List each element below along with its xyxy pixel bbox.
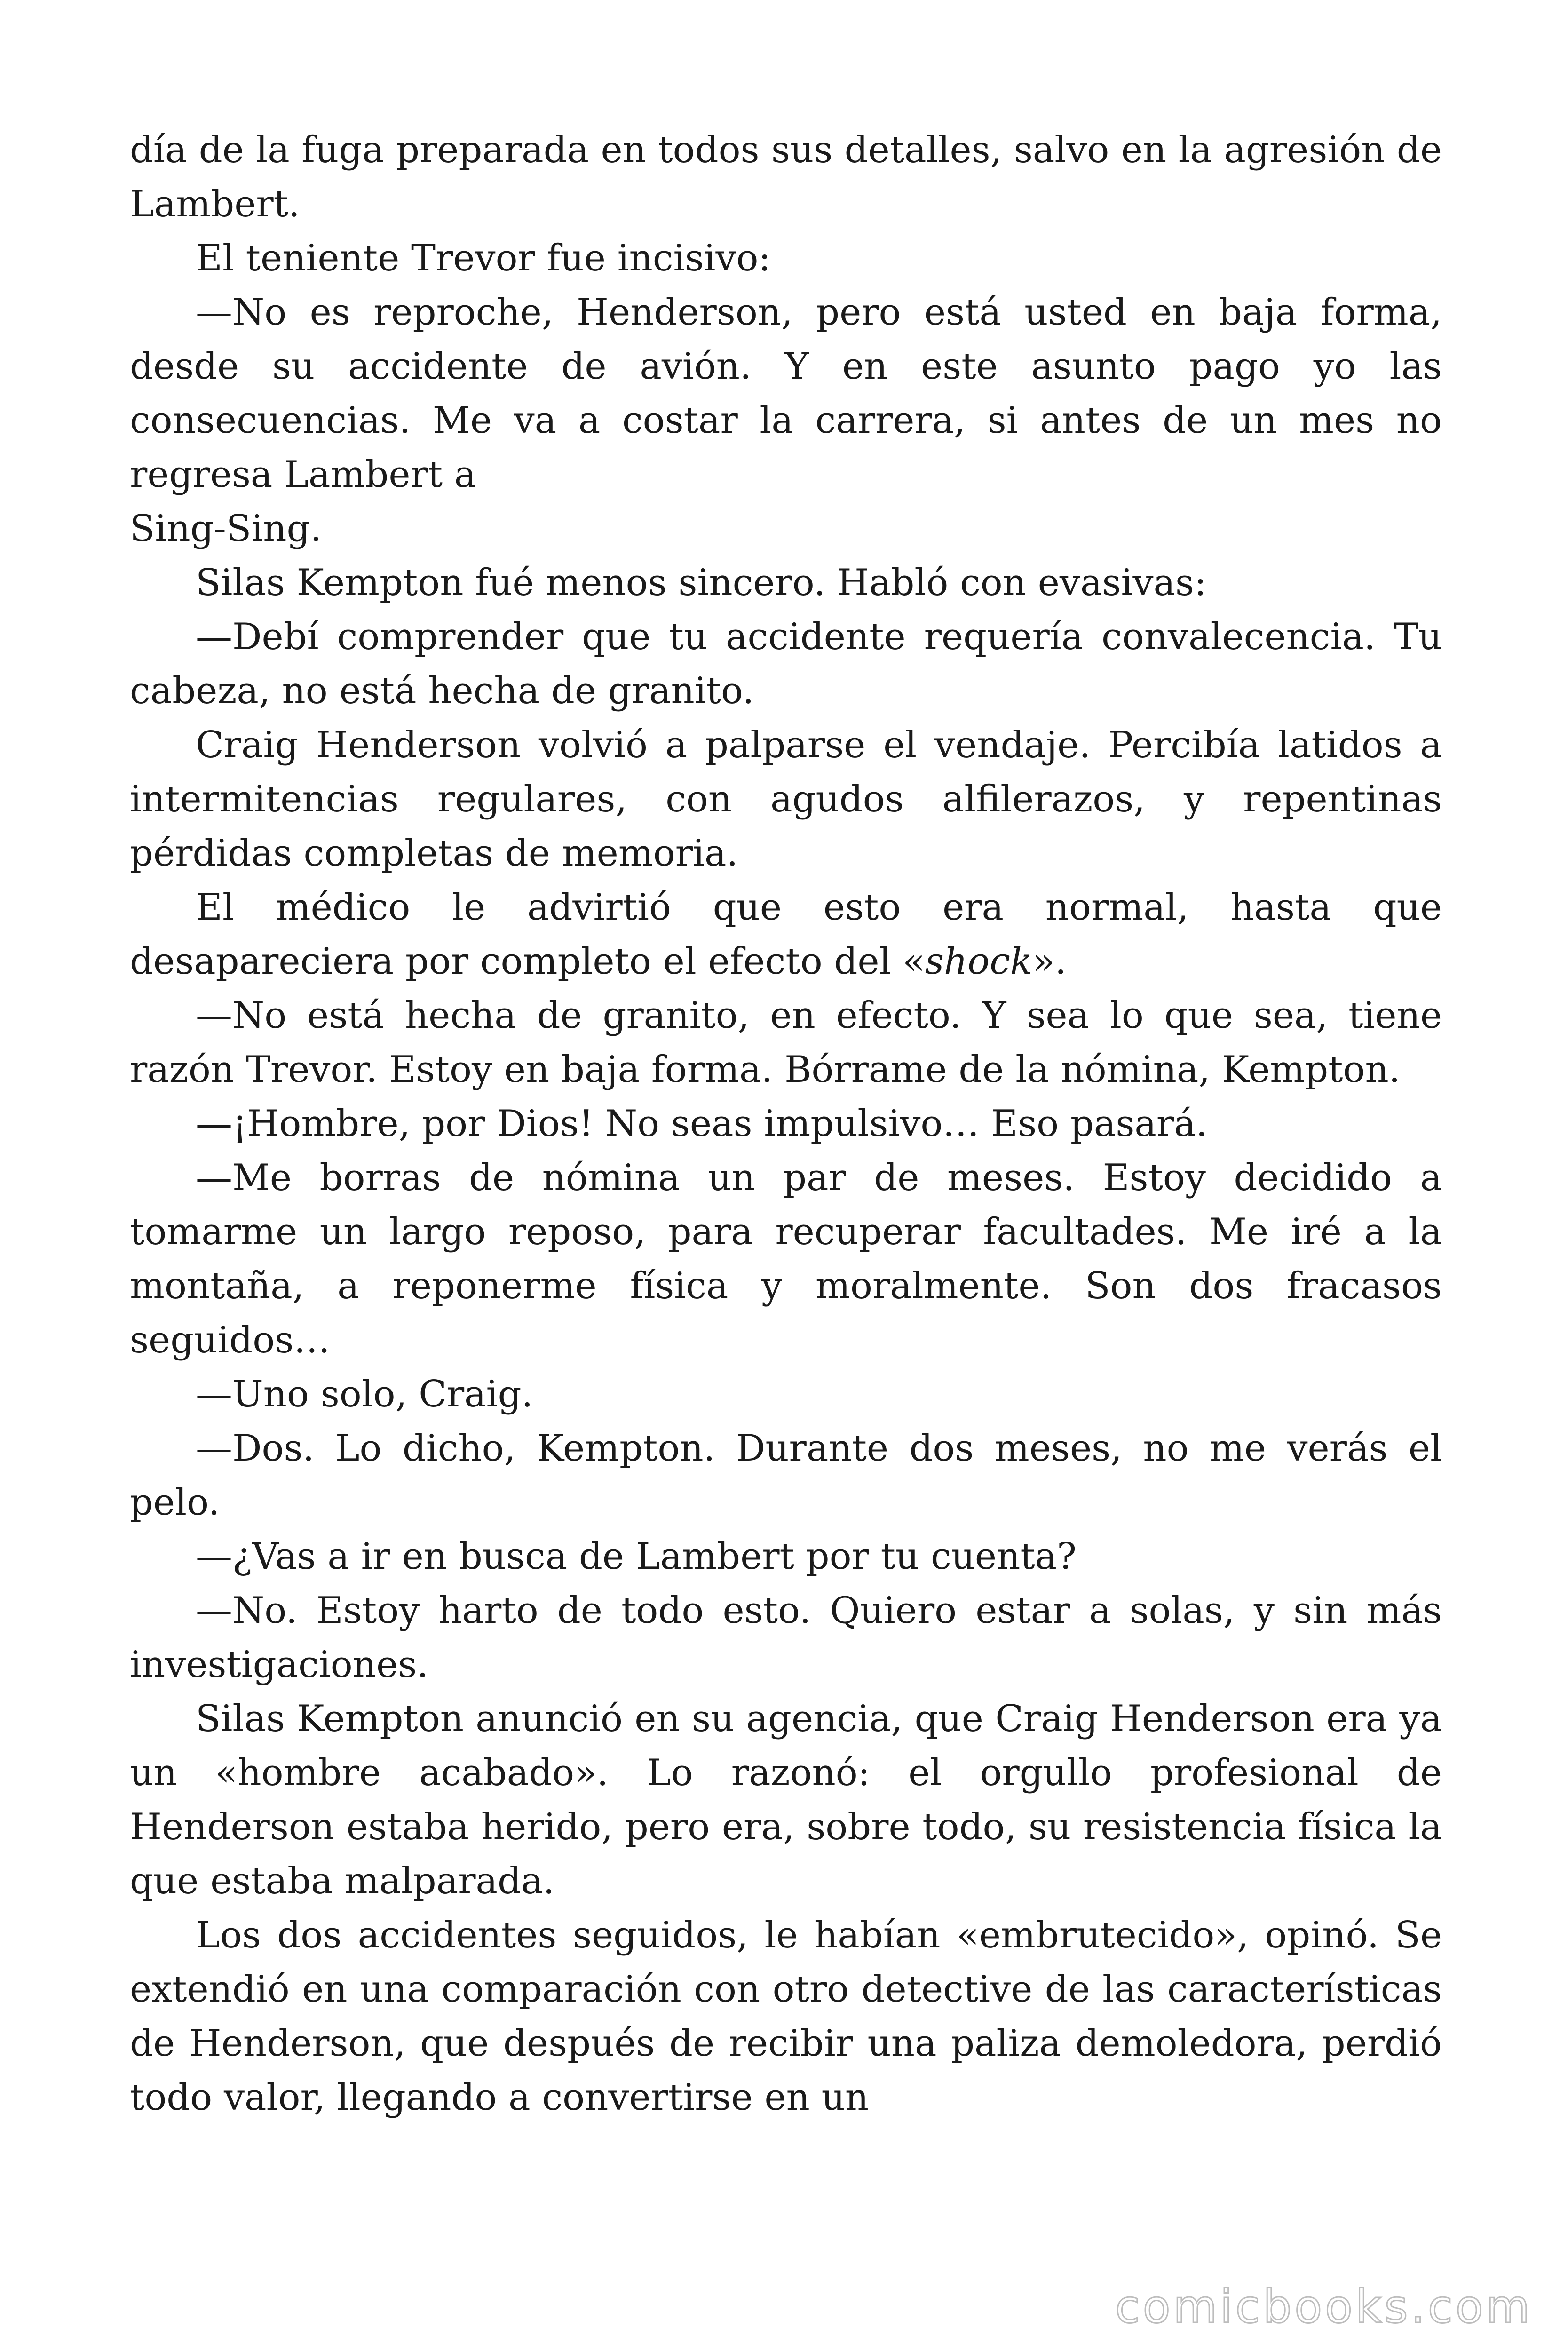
- paragraph: —No está hecha de granito, en efecto. Y sea lo que sea, tiene razón Trevor. Estoy en baja forma. Bórrame de la nómina, Kempton.: [130, 994, 1442, 1091]
- paragraph: El teniente Trevor fue incisivo:: [196, 237, 771, 279]
- paragraph: —Me borras de nómina un par de meses. Estoy decidido a tomarme un largo reposo, para recuperar facultades. Me iré a la montaña, a reponerme física y moralmente. Son dos fracasos seguidos…: [130, 1157, 1442, 1361]
- paragraph-text: ».: [1032, 940, 1067, 983]
- paragraph: —Debí comprender que tu accidente requería convalecencia. Tu cabeza, no está hecha de granito.: [130, 616, 1442, 712]
- paragraph: Craig Henderson volvió a palparse el vendaje. Percibía latidos a intermitencias regulares, con agudos alfilerazos, y repentinas pérdidas completas de memoria.: [130, 724, 1442, 874]
- italic-term: shock: [925, 940, 1033, 983]
- paragraph: —Dos. Lo dicho, Kempton. Durante dos meses, no me verás el pelo.: [130, 1427, 1442, 1524]
- paragraph: —¡Hombre, por Dios! No seas impulsivo… Eso pasará.: [196, 1103, 1208, 1145]
- paragraph: —¿Vas a ir en busca de Lambert por tu cuenta?: [196, 1535, 1077, 1578]
- paragraph: —No es reproche, Henderson, pero está usted en baja forma, desde su accidente de avión. Y en este asunto pago yo las consecuencias. Me va a costar la carrera, si antes de un mes no regresa Lambert a: [130, 291, 1442, 496]
- paragraph: día de la fuga preparada en todos sus detalles, salvo en la agresión de Lambert.: [130, 129, 1442, 225]
- paragraph: Los dos accidentes seguidos, le habían «embrutecido», opinó. Se extendió en una comparación con otro detective de las características de Henderson, que después de recibir una paliza demoledora, perdió todo valor, llegando a convertirse en un: [130, 1914, 1442, 2119]
- paragraph: Silas Kempton anunció en su agencia, que Craig Henderson era ya un «hombre acabado». Lo razonó: el orgullo profesional de Henderson estaba herido, pero era, sobre todo, su resistencia física la que estaba malparada.: [130, 1698, 1442, 1902]
- paragraph: —Uno solo, Craig.: [196, 1373, 533, 1415]
- paragraph: Silas Kempton fué menos sincero. Habló con evasivas:: [196, 562, 1207, 604]
- paragraph-text: El médico le advirtió que esto era normal, hasta que desapareciera por completo el efecto del «: [130, 886, 1442, 983]
- watermark: comicbooks.com: [1115, 2280, 1533, 2333]
- paragraph: [130, 881, 1442, 989]
- paragraph: Sing-Sing.: [130, 508, 322, 550]
- body-text: [130, 123, 1442, 2125]
- paragraph: —No. Estoy harto de todo esto. Quiero estar a solas, y sin más investigaciones.: [130, 1589, 1442, 1686]
